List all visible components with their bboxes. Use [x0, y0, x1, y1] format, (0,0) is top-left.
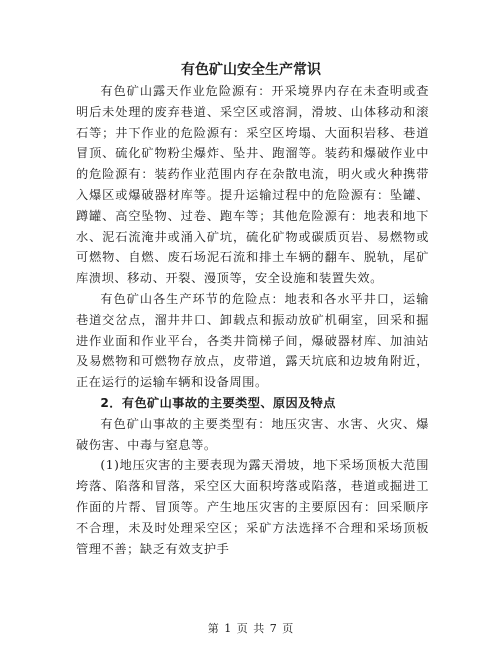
- document-title: 有色矿山安全生产常识: [181, 62, 321, 78]
- document-body: [76, 81, 429, 559]
- paragraph-accident-types: 有色矿山事故的主要类型有：地压灾害、水害、火灾、爆破伤害、中毒与窒息等。: [76, 416, 429, 452]
- section-heading: 2．有色矿山事故的主要类型、原因及特点: [100, 395, 336, 410]
- paragraph-danger-points: 有色矿山各生产环节的危险点：地表和各水平井口，运输巷道交岔点，溜井井口、卸载点和振动放矿机硐室，回采和掘进作业面和作业平台，各类井筒梯子间，爆破器材库、加油站及易燃物和可燃物存放点，皮带道，露天坑底和边坡角附近，正在运行的运输车辆和设备周围。: [76, 291, 429, 390]
- paragraph-ground-pressure: (1)地压灾害的主要表现为露天滑坡，地下采场顶板大范围垮落、陷落和冒落，采空区大面积垮落或陷落，巷道或掘进工作面的片帮、冒顶等。产生地压灾害的主要原因有：回采顺序不合理，未及时处理采空区；采矿方法选择不合理和采场顶板管理不善；缺乏有效支护手: [76, 458, 429, 556]
- page-number-footer: 第 1 页 共 7 页: [207, 622, 295, 635]
- paragraph-hazard-sources: 有色矿山露天作业危险源有：开采境界内存在未查明或查明后未处理的废弃巷道、采空区或溶洞，滑坡、山体移动和滚石等；井下作业的危险源有：采空区垮塌、大面积岩移、巷道冒顶、硫化矿物粉尘爆炸、坠井、跑溜等。装药和爆破作业中的危险源有：装药作业范围内存在杂散电流，明火或火种携带入爆区或爆破器材库等。提升运输过程中的危险源有：坠罐、蹲罐、高空坠物、过卷、跑车等；其他危险源有：地表和地下水、泥石流淹井或涌入矿坑，硫化矿物或碳质页岩、易燃物或可燃物、自燃、废石场泥石流和排土车辆的翻车、脱轨，尾矿库溃坝、移动、开裂、漫顶等，安全设施和装置失效。: [76, 84, 429, 286]
